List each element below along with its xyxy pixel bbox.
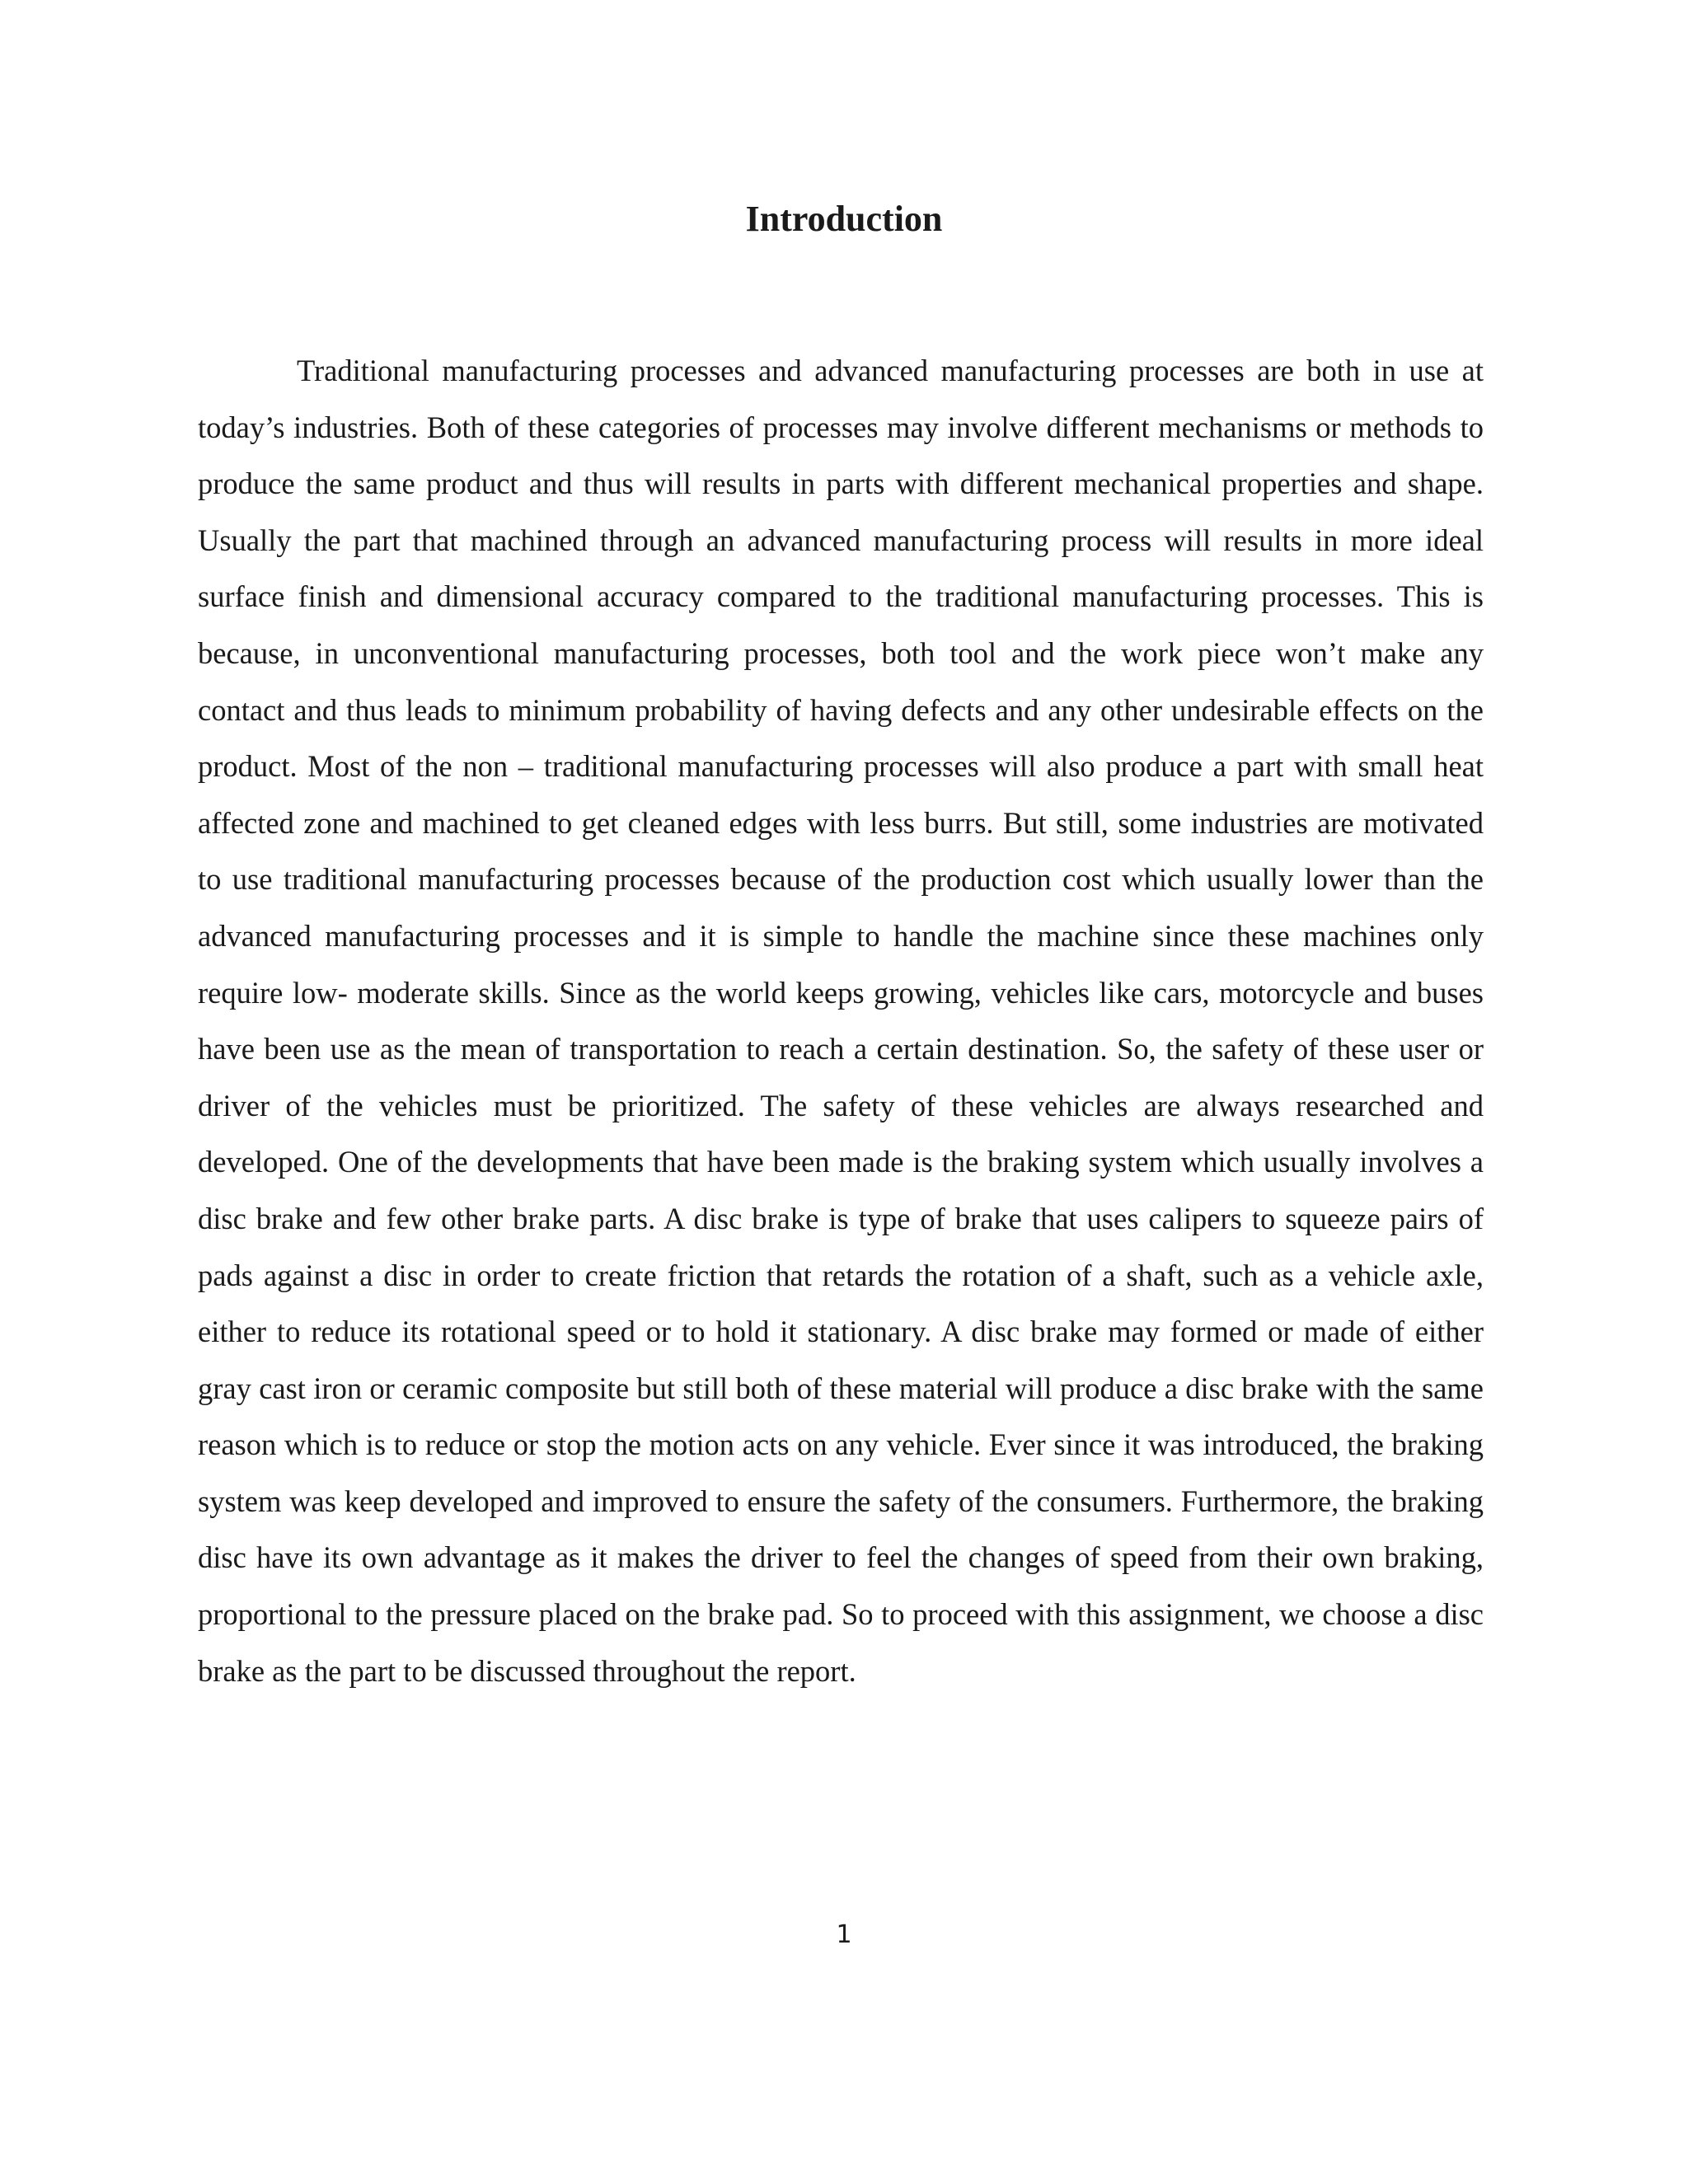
page-title: Introduction: [745, 199, 943, 239]
introduction-paragraph: Traditional manufacturing processes and advanced manufacturing processes are both in use at today’s industries. Both of these categories of processes may involve different mechanisms or methods to produce the same product and thus will results in parts with different mechanical properties and shape. Usually the part that machined through an advanced manufacturing process will results in more ideal surface finish and dimensional accuracy compared to the traditional manufacturing processes. This is because, in unconventional manufacturing processes, both tool and the work piece won’t make any contact and thus leads to minimum probability of having defects and any other undesirable effects on the product. Most of the non – traditional manufacturing processes will also produce a part with small heat affected zone and machined to get cleaned edges with less burrs. But still, some industries are motivated to use traditional manufacturing processes because of the production cost which usually lower than the advanced manufacturing processes and it is simple to handle the machine since these machines only require low- moderate skills. Since as the world keeps growing, vehicles like cars, motorcycle and buses have been use as the mean of transportation to reach a certain destination. So, the safety of these user or driver of the vehicles must be prioritized. The safety of these vehicles are always researched and developed. One of the developments that have been made is the braking system which usually involves a disc brake and few other brake parts. A disc brake is type of brake that uses calipers to squeeze pairs of pads against a disc in order to create friction that retards the rotation of a shaft, such as a vehicle axle, either to reduce its rotational speed or to hold it stationary. A disc brake may formed or made of either gray cast iron or ceramic composite but still both of these material will produce a disc brake with the same reason which is to reduce or stop the motion acts on any vehicle. Ever since it was introduced, the braking system was keep developed and improved to ensure the safety of the consumers. Furthermore, the braking disc have its own advantage as it makes the driver to feel the changes of speed from their own braking, proportional to the pressure placed on the brake pad. So to proceed with this assignment, we choose a disc brake as the part to be discussed throughout the report.: [198, 354, 1484, 1688]
page-number: 1: [836, 1920, 852, 1949]
